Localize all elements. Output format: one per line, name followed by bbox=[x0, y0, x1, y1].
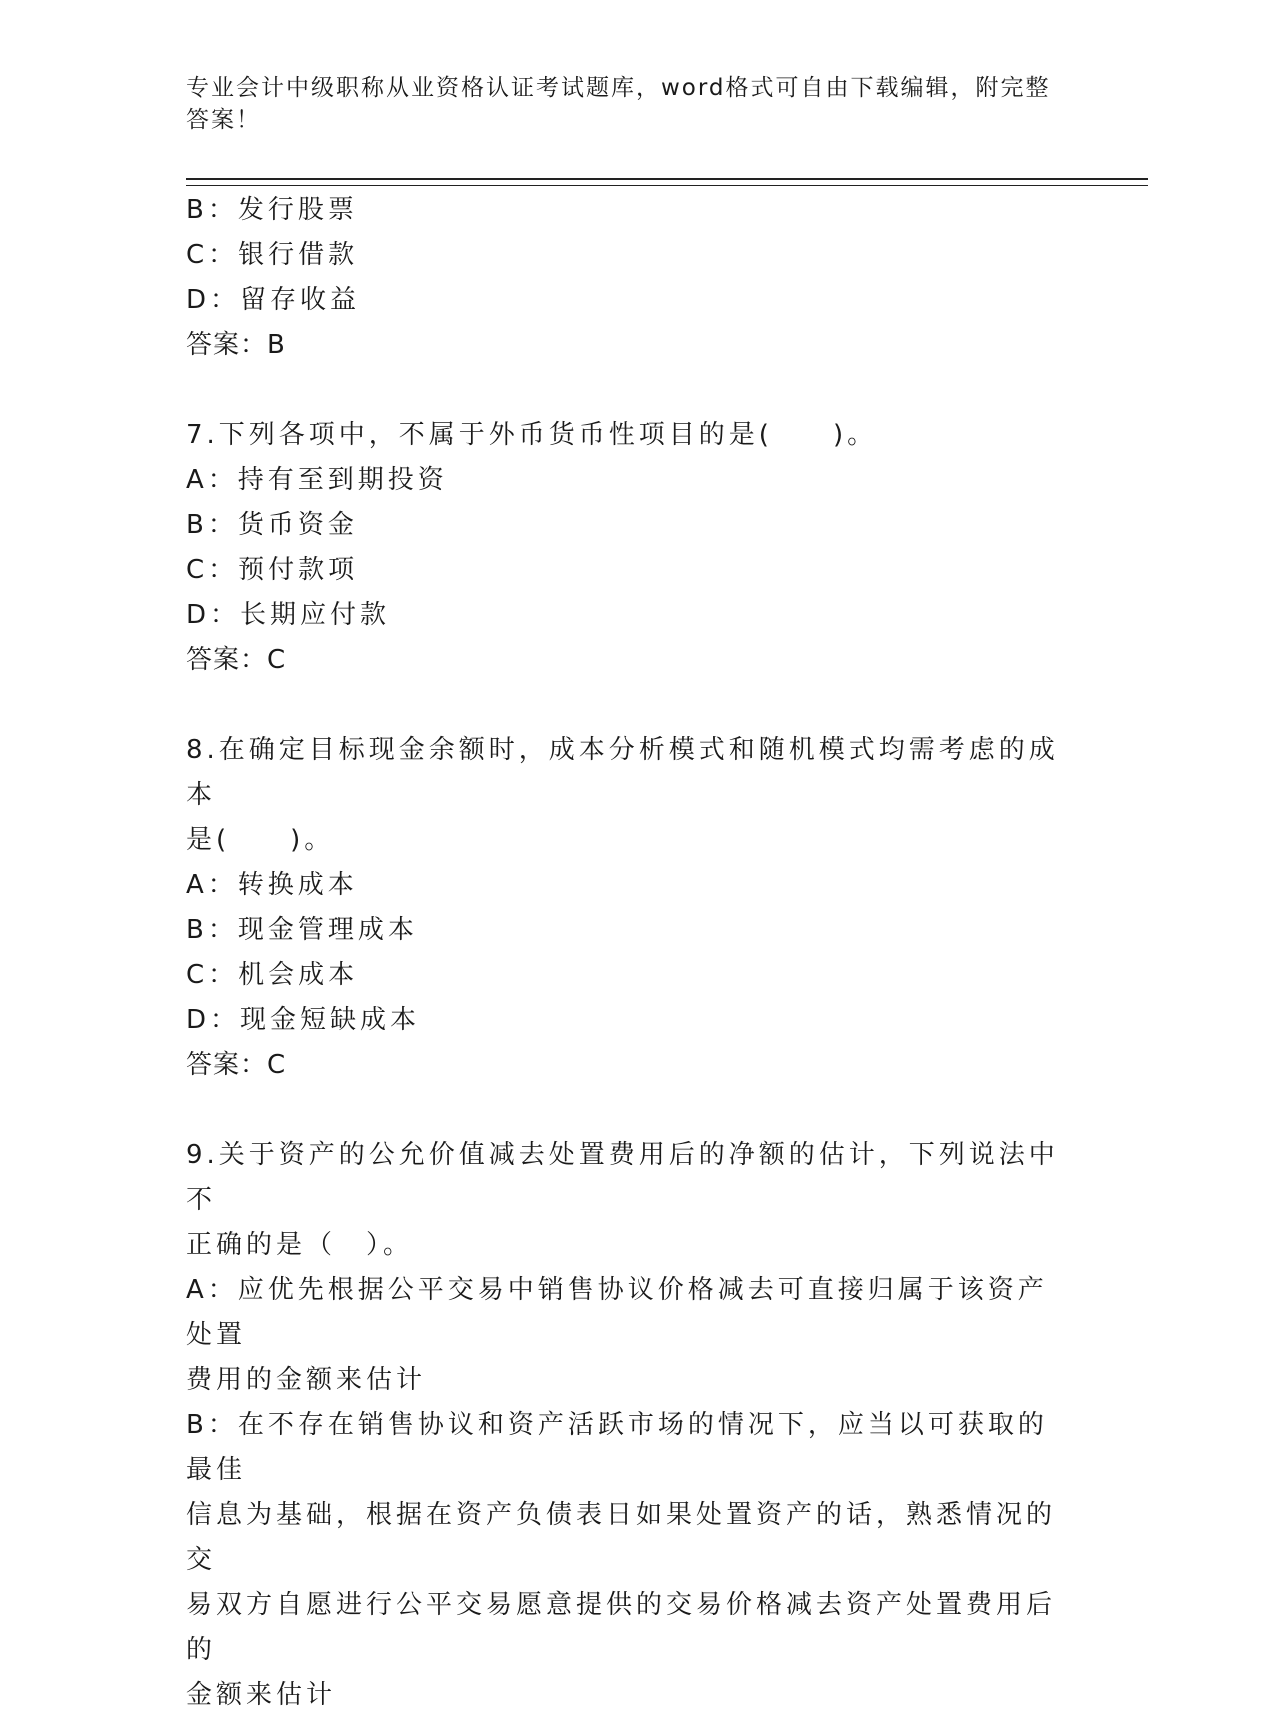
question-7-option-b: B：货币资金 bbox=[186, 510, 358, 540]
question-7-stem: 7.下列各项中，不属于外币货币性项目的是( )。 bbox=[186, 420, 878, 450]
option-b: B：发行股票 bbox=[186, 195, 358, 225]
question-9-option-a: A：应优先根据公平交易中销售协议价格减去可直接归属于该资产处置 bbox=[186, 1275, 1048, 1350]
question-8-option-a: A：转换成本 bbox=[186, 870, 358, 900]
header-divider bbox=[186, 178, 1148, 186]
question-9-option-a-cont: 费用的金额来估计 bbox=[186, 1365, 427, 1395]
question-7-option-d: D：长期应付款 bbox=[186, 600, 391, 630]
question-8-stem-cont: 是( )。 bbox=[186, 825, 335, 855]
spacer bbox=[186, 368, 1066, 413]
question-7-answer: 答案：C bbox=[186, 645, 287, 675]
question-8-option-c: C：机会成本 bbox=[186, 960, 359, 990]
option-d: D：留存收益 bbox=[186, 285, 361, 315]
page-header: 专业会计中级职称从业资格认证考试题库，word格式可自由下载编辑，附完整答案！ bbox=[186, 75, 1051, 133]
spacer bbox=[186, 683, 1066, 728]
spacer bbox=[186, 1088, 1066, 1133]
answer: 答案：B bbox=[186, 330, 286, 360]
question-7-option-a: A：持有至到期投资 bbox=[186, 465, 448, 495]
question-9-option-b-cont: 信息为基础，根据在资产负债表日如果处置资产的话，熟悉情况的交 bbox=[186, 1500, 1057, 1575]
question-8-answer: 答案：C bbox=[186, 1050, 287, 1080]
question-9-stem: 9.关于资产的公允价值减去处置费用后的净额的估计，下列说法中不 bbox=[186, 1140, 1059, 1215]
question-9-option-b-cont: 金额来估计 bbox=[186, 1680, 337, 1710]
question-8-stem: 8.在确定目标现金余额时，成本分析模式和随机模式均需考虑的成本 bbox=[186, 735, 1059, 810]
question-8-option-d: D：现金短缺成本 bbox=[186, 1005, 421, 1035]
question-content bbox=[186, 188, 1066, 1718]
question-8-option-b: B：现金管理成本 bbox=[186, 915, 418, 945]
option-c: C：银行借款 bbox=[186, 240, 359, 270]
question-7-option-c: C：预付款项 bbox=[186, 555, 359, 585]
question-9-stem-cont: 正确的是（ ）。 bbox=[186, 1230, 414, 1260]
question-9-option-b-cont: 易双方自愿进行公平交易愿意提供的交易价格减去资产处置费用后的 bbox=[186, 1590, 1057, 1665]
question-9-option-b: B：在不存在销售协议和资产活跃市场的情况下，应当以可获取的最佳 bbox=[186, 1410, 1048, 1485]
